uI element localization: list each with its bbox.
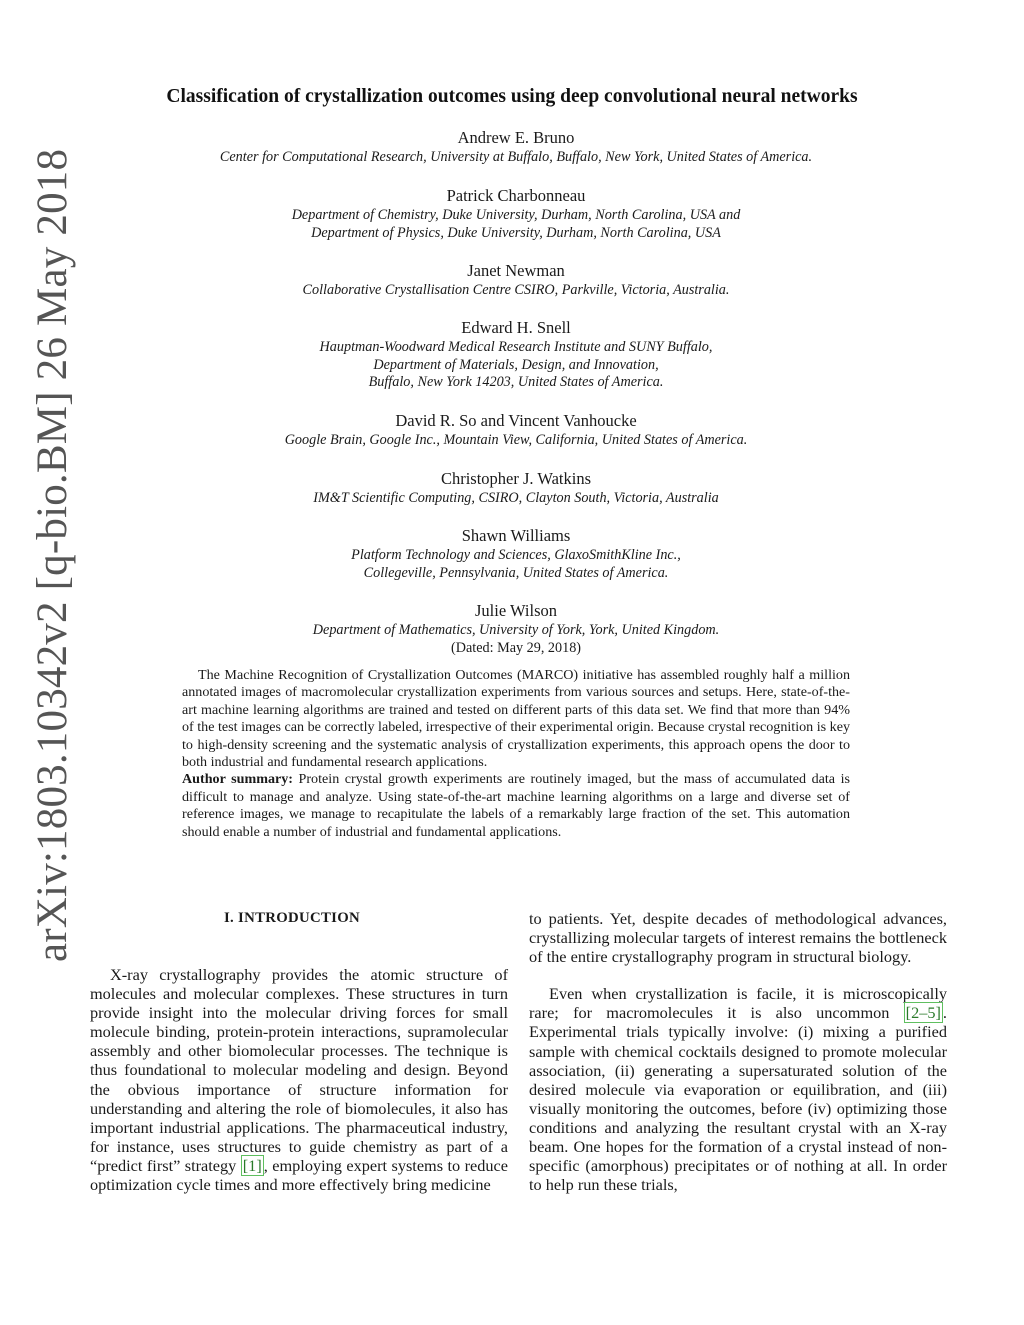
author-affiliation: Department of Materials, Design, and Innovation, (373, 356, 659, 373)
author-summary (182, 771, 850, 841)
author-affiliation: Department of Chemistry, Duke University, Durham, North Carolina, USA and (291, 207, 741, 223)
author-affiliation: Platform Technology and Sciences, GlaxoSmithKline Inc., (351, 547, 681, 563)
author-affiliation: Collaborative Crystallisation Centre CSIRO, Parkville, Victoria, Australia. (302, 282, 730, 298)
author-block (150, 261, 882, 300)
paragraph (529, 984, 947, 1194)
section-heading: I. INTRODUCTION (223, 910, 361, 926)
author-block (150, 128, 882, 167)
citation-link[interactable]: [2–5] (905, 1003, 941, 1023)
abstract-text: The Machine Recognition of Crystallization Outcomes (MARCO) initiative has assembled roughly half a million annotated images of macromolecular crystallization experiments from various sources and setups. Here, state-of-the-art machine learning algorithms are trained and tested on different parts of this data set. We find that more than 94% of the test images can be correctly labeled, irrespective of their experimental origin. Because crystal recognition is key to high-density screening and the systematic analysis of crystallization experiments, this approach opens the door to both industrial and fundamental research applications. (182, 667, 851, 771)
dated-line: (Dated: May 29, 2018) (450, 639, 582, 656)
author-summary-text: Protein crystal growth experiments are routinely imaged, but the mass of accumulated data is difficult to manage and analyze. Using state-of-the-art machine learning algorithms on a large and diverse set of reference images, we manage to recapitulate the labels of a remarkably large fraction of the set. This automation should enable a number of industrial and fundamental applications. (182, 771, 850, 840)
author-name: David R. So and Vincent Vanhoucke (395, 411, 637, 430)
arxiv-side-label: arXiv:1803.10342v2 [q-bio.BM] 26 May 2018 (29, 148, 76, 962)
paragraph: to patients. Yet, despite decades of methodological advances, crystallizing molecular targets of interest remains the bottleneck of the entire crystallography program in structural biology. (529, 909, 947, 967)
paragraph-text: , employing expert systems to reduce optimization cycle times and more effectively bring medicine (90, 1155, 508, 1195)
author-affiliation: Google Brain, Google Inc., Mountain View, California, United States of America. (284, 432, 748, 448)
abstract (182, 667, 850, 841)
author-name: Julie Wilson (475, 601, 557, 620)
paper-title: Classification of crystallization outcomes using deep convolutional neural networks (166, 86, 858, 107)
citation-link[interactable]: [1] (242, 1155, 262, 1175)
paragraph-gap (529, 966, 947, 984)
author-name: Edward H. Snell (461, 318, 571, 337)
author-block (150, 469, 882, 508)
author-block (150, 601, 882, 657)
author-affiliation: Buffalo, New York 14203, United States of America. (368, 374, 664, 390)
author-name: Andrew E. Bruno (457, 128, 575, 147)
author-affiliation: Department of Mathematics, University of York, York, United Kingdom. (312, 622, 720, 638)
author-name: Patrick Charbonneau (446, 186, 586, 205)
paragraph (90, 965, 508, 1194)
author-block (150, 186, 882, 242)
paragraph-text: . Experimental trials typically involve: (i) mixing a purified sample with chemical cocktails designed to promote molecular association, (ii) generating a supersaturated solution of the desired molecule via evaporation or equilibration, and (iii) visually monitoring the outcomes, before (iv) optimizing those conditions and analyzing the resultant crystal with an X-ray beam. One hopes for the formation of a crystal instead of non-specific (amorphous) precipitates or of nothing at all. In order to help run these trials, (529, 1003, 947, 1195)
author-affiliation: Collegeville, Pennsylvania, United States of America. (363, 564, 669, 581)
author-block (150, 411, 882, 450)
right-column (529, 909, 947, 1194)
author-affiliation: IM&T Scientific Computing, CSIRO, Clayton South, Victoria, Australia (313, 490, 719, 506)
author-name: Christopher J. Watkins (440, 469, 592, 488)
author-affiliation: Department of Physics, Duke University, Durham, North Carolina, USA (311, 224, 721, 241)
author-affiliation: Center for Computational Research, University at Buffalo, Buffalo, New York, United States of America. (219, 149, 813, 165)
paragraph-text: X-ray crystallography provides the atomic structure of molecules and molecular complexes. These structures in turn provide insight into the molecular driving forces for small molecule binding, protein-protein interactions, supramolecular assembly and other biomolecular processes. The technique is thus foundational to molecular modeling and design. Beyond the obvious importance of structure information for understanding and altering the role of biomolecules, it also has important industrial applications. The pharmaceutical industry, for instance, uses structures to guide chemistry as part of a “predict first” strategy (90, 965, 508, 1175)
author-name: Janet Newman (467, 261, 565, 280)
author-summary-label: Author summary: (182, 771, 293, 788)
left-column (90, 965, 508, 1194)
author-block (150, 526, 882, 582)
author-name: Shawn Williams (461, 526, 571, 545)
paragraph-text: Even when crystallization is facile, it is microscopically rare; for macromolecules it is also uncommon (529, 984, 947, 1023)
author-affiliation: Hauptman-Woodward Medical Research Institute and SUNY Buffalo, (319, 339, 713, 355)
author-block (150, 318, 882, 392)
